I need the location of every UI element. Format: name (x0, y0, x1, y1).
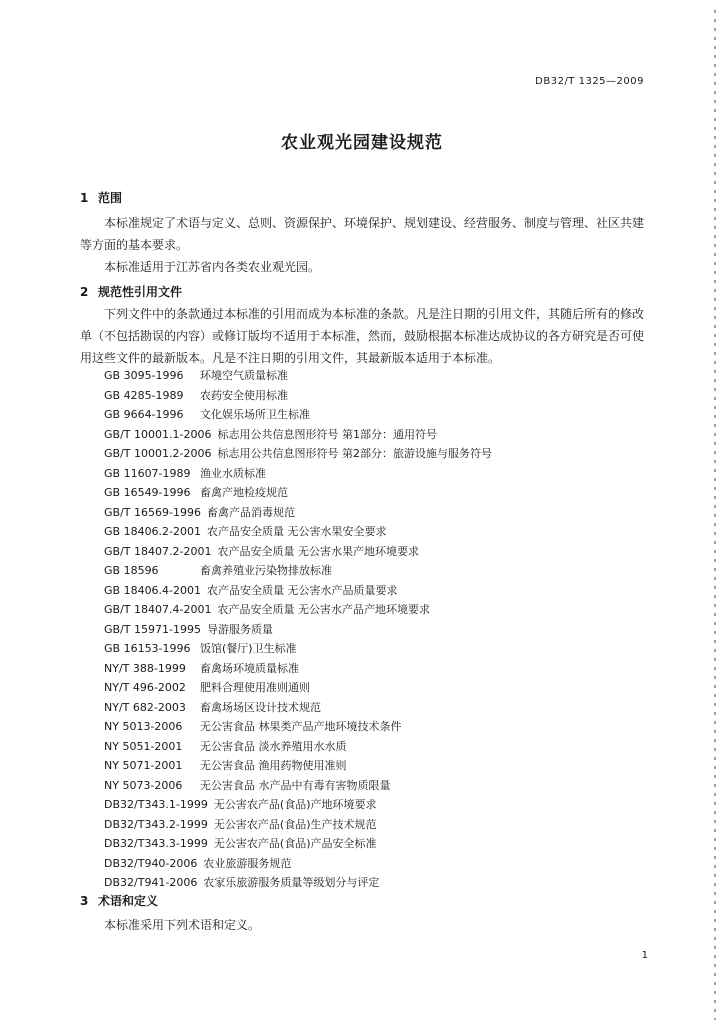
reference-item (104, 464, 492, 484)
reference-item (104, 756, 492, 776)
section-2-heading (80, 283, 182, 300)
reference-item (104, 444, 492, 464)
section-number: 1 (80, 191, 89, 205)
section-3-body (80, 914, 652, 936)
reference-code: GB/T 18407.4-2001 (104, 603, 212, 616)
reference-title: 农产品安全质量 无公害水果安全要求 (207, 525, 387, 538)
reference-title: 无公害食品 水产品中有毒有害物质限量 (200, 778, 391, 792)
reference-title: 文化娱乐场所卫生标准 (200, 408, 310, 421)
reference-code: DB32/T343.1-1999 (104, 798, 208, 811)
reference-title: 无公害农产品(食品)产地环境要求 (213, 798, 377, 811)
reference-list (104, 366, 492, 893)
reference-code: GB 18406.4-2001 (104, 583, 202, 597)
standard-code: DB32/T 1325—2009 (535, 76, 644, 87)
reference-title: 畜禽场环境质量标准 (200, 661, 299, 675)
reference-code: GB 18406.2-2001 (104, 525, 202, 538)
reference-code: GB 18596 (104, 564, 159, 577)
reference-item (104, 815, 492, 835)
reference-code: GB/T 18407.2-2001 (104, 544, 212, 558)
reference-code: NY 5071-2001 (104, 759, 183, 772)
reference-code: GB 9664-1996 (104, 408, 184, 421)
paragraph: 本标准适用于江苏省内各类农业观光园。 (104, 260, 321, 274)
reference-code: GB 3095-1996 (104, 369, 184, 382)
reference-title: 农产品安全质量 无公害水果产地环境要求 (217, 544, 419, 558)
section-1-body (80, 212, 652, 278)
reference-item (104, 425, 492, 445)
reference-item (104, 717, 492, 737)
reference-title: 畜禽产品消毒规范 (206, 505, 295, 519)
reference-code: GB 16153-1996 (104, 642, 191, 655)
reference-item (104, 405, 492, 425)
section-title: 规范性引用文件 (98, 285, 183, 299)
reference-title: 无公害食品 渔用药物使用准则 (200, 759, 347, 772)
reference-code: GB 4285-1989 (104, 388, 184, 402)
reference-title: 环境空气质量标准 (200, 369, 288, 382)
reference-title: 无公害农产品(食品)生产技术规范 (213, 817, 377, 831)
section-title: 范围 (98, 191, 123, 205)
reference-title: 畜禽养殖业污染物排放标准 (200, 564, 332, 577)
reference-item (104, 737, 492, 757)
reference-item (104, 698, 492, 718)
reference-item (104, 678, 492, 698)
reference-code: DB32/T941-2006 (104, 876, 198, 889)
paragraph: 下列文件中的条款通过本标准的引用而成为本标准的条款。凡是注日期的引用文件，其随后所有的修改单（不包括勘误的内容）或修订版均不适用于本标准，然而，鼓励根据本标准达成协议的各方研究是否可使用这些文件的最新版本。凡是不注日期的引用文件，其最新版本适用于本标准。 (80, 307, 645, 365)
reference-code: GB/T 10001.1-2006 (104, 427, 212, 441)
reference-title: 导游服务质量 (206, 622, 273, 636)
reference-item (104, 620, 492, 640)
reference-item (104, 795, 492, 815)
reference-item (104, 561, 492, 581)
reference-code: NY 5051-2001 (104, 739, 183, 753)
reference-item (104, 483, 492, 503)
page-number: 1 (641, 950, 648, 961)
reference-title: 无公害农产品(食品)产品安全标准 (213, 837, 377, 850)
reference-title: 畜禽场场区设计技术规范 (200, 700, 321, 714)
reference-item (104, 776, 492, 796)
reference-code: DB32/T343.2-1999 (104, 817, 208, 831)
reference-code: NY/T 682-2003 (104, 700, 186, 714)
reference-title: 农业旅游服务规范 (203, 856, 292, 870)
paragraph: 本标准规定了术语与定义、总则、资源保护、环境保护、规划建设、经营服务、制度与管理、社区共建等方面的基本要求。 (80, 216, 645, 252)
reference-item (104, 581, 492, 601)
paragraph: 本标准采用下列术语和定义。 (104, 918, 261, 932)
section-1-heading (80, 189, 122, 206)
scan-edge-line (714, 10, 716, 1020)
reference-item (104, 386, 492, 406)
reference-code: DB32/T343.3-1999 (104, 837, 208, 850)
reference-code: GB/T 16569-1996 (104, 505, 201, 519)
reference-item (104, 600, 492, 620)
reference-item (104, 503, 492, 523)
reference-code: GB/T 15971-1995 (104, 622, 201, 636)
reference-item (104, 366, 492, 386)
reference-item (104, 834, 492, 854)
section-number: 3 (80, 894, 89, 908)
reference-item (104, 522, 492, 542)
reference-code: GB 11607-1989 (104, 466, 191, 480)
reference-title: 渔业水质标准 (200, 466, 266, 480)
reference-item (104, 854, 492, 874)
reference-code: NY/T 496-2002 (104, 681, 186, 694)
reference-code: NY 5073-2006 (104, 778, 183, 792)
reference-code: GB 16549-1996 (104, 486, 191, 499)
reference-code: GB/T 10001.2-2006 (104, 447, 212, 460)
reference-title: 农药安全使用标准 (200, 388, 288, 402)
reference-title: 标志用公共信息图形符号 第2部分：旅游设施与服务符号 (217, 447, 492, 460)
reference-title: 饭馆(餐厅)卫生标准 (200, 642, 297, 655)
reference-code: DB32/T940-2006 (104, 856, 198, 870)
reference-title: 无公害食品 林果类产品产地环境技术条件 (200, 720, 402, 733)
reference-title: 农家乐旅游服务质量等级划分与评定 (203, 876, 380, 889)
reference-item (104, 659, 492, 679)
section-3-heading (80, 892, 158, 909)
reference-title: 农产品安全质量 无公害水产品质量要求 (207, 583, 398, 597)
reference-title: 肥料合理使用准则通则 (200, 681, 310, 694)
reference-item (104, 873, 492, 893)
document-title: 农业观光园建设规范 (281, 133, 443, 153)
reference-code: NY/T 388-1999 (104, 661, 186, 675)
reference-item (104, 639, 492, 659)
reference-title: 农产品安全质量 无公害水产品产地环境要求 (217, 603, 430, 616)
section-2-body (80, 303, 652, 369)
reference-title: 标志用公共信息图形符号 第1部分：通用符号 (217, 427, 437, 441)
reference-title: 无公害食品 淡水养殖用水水质 (200, 739, 347, 753)
reference-item (104, 542, 492, 562)
reference-code: NY 5013-2006 (104, 720, 183, 733)
section-title: 术语和定义 (98, 894, 159, 908)
reference-title: 畜禽产地检疫规范 (200, 486, 288, 499)
section-number: 2 (80, 285, 89, 299)
